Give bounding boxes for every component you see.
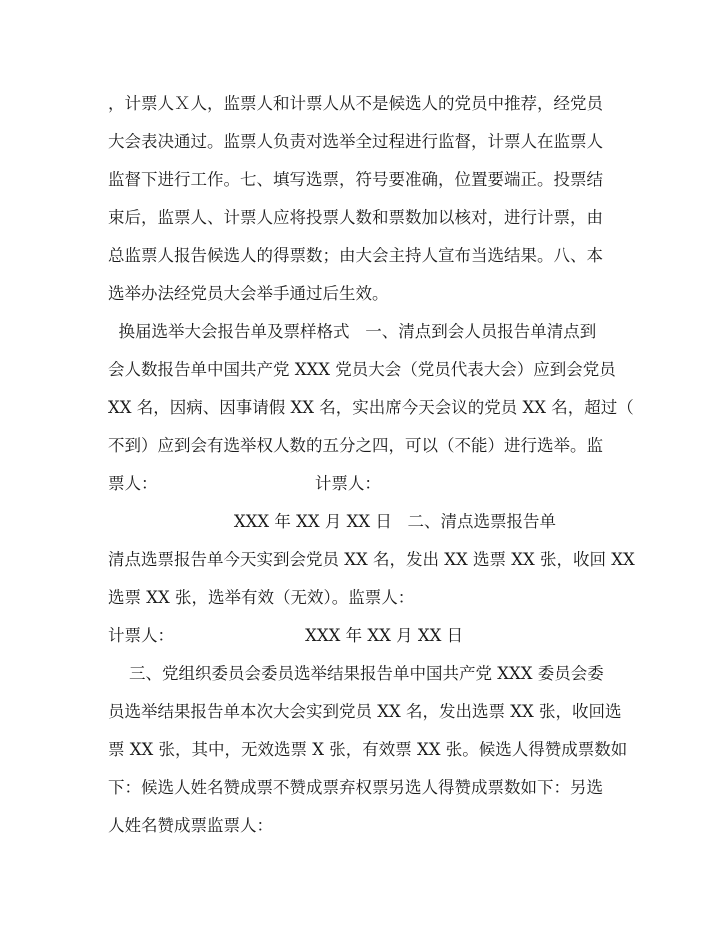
paragraph-line: 束后，监票人、计票人应将投票人数和票数加以核对，进行计票，由 [108,208,603,227]
paragraph-line: 员选举结果报告单本次大会实到党员 XX 名，发出选票 XX 张，收回选 [108,702,622,721]
paragraph-line: 总监票人报告候选人的得票数；由大会主持人宣布当选结果。八、本 [108,246,603,265]
paragraph-line: 下：候选人姓名赞成票不赞成票弃权票另选人得赞成票数如下：另选 [108,778,603,797]
paragraph-line: 大会表决通过。监票人负责对选举全过程进行监督，计票人在监票人 [108,132,603,151]
paragraph-line: 换届选举大会报告单及票样格式 一、清点到会人员报告单清点到 [108,322,597,341]
paragraph-line: 选票 XX 张，选举有效（无效）。监票人： [108,588,415,607]
paragraph-line: 计票人： XXX 年 XX 月 XX 日 [108,626,464,645]
paragraph-line: 三、党组织委员会委员选举结果报告单中国共产党 XXX 委员会委 [108,664,604,683]
paragraph-line: ，计票人Ｘ人，监票人和计票人从不是候选人的党员中推荐，经党员 [108,94,603,113]
paragraph-line: 票 XX 张，其中，无效选票 X 张，有效票 XX 张。候选人得赞成票数如 [108,740,628,759]
paragraph-line: 票人： 计票人： [108,474,381,493]
paragraph-line: 选举办法经党员大会举手通过后生效。 [108,284,389,303]
paragraph-line: XXX 年 XX 月 XX 日 二、清点选票报告单 [108,512,557,531]
paragraph-line: 清点选票报告单今天实到会党员 XX 名，发出 XX 选票 XX 张，收回 XX [108,550,635,569]
paragraph-line: 会人数报告单中国共产党 XXX 党员大会（党员代表大会）应到会党员 [108,360,616,379]
paragraph-line: 人姓名赞成票监票人： [108,816,273,835]
paragraph-line: XX 名，因病、因事请假 XX 名，实出席今天会议的党员 XX 名，超过（ [108,398,634,417]
paragraph-line: 不到）应到会有选举权人数的五分之四，可以（不能）进行选举。监 [108,436,603,455]
paragraph-line: 监督下进行工作。七、填写选票，符号要准确，位置要端正。投票结 [108,170,603,189]
